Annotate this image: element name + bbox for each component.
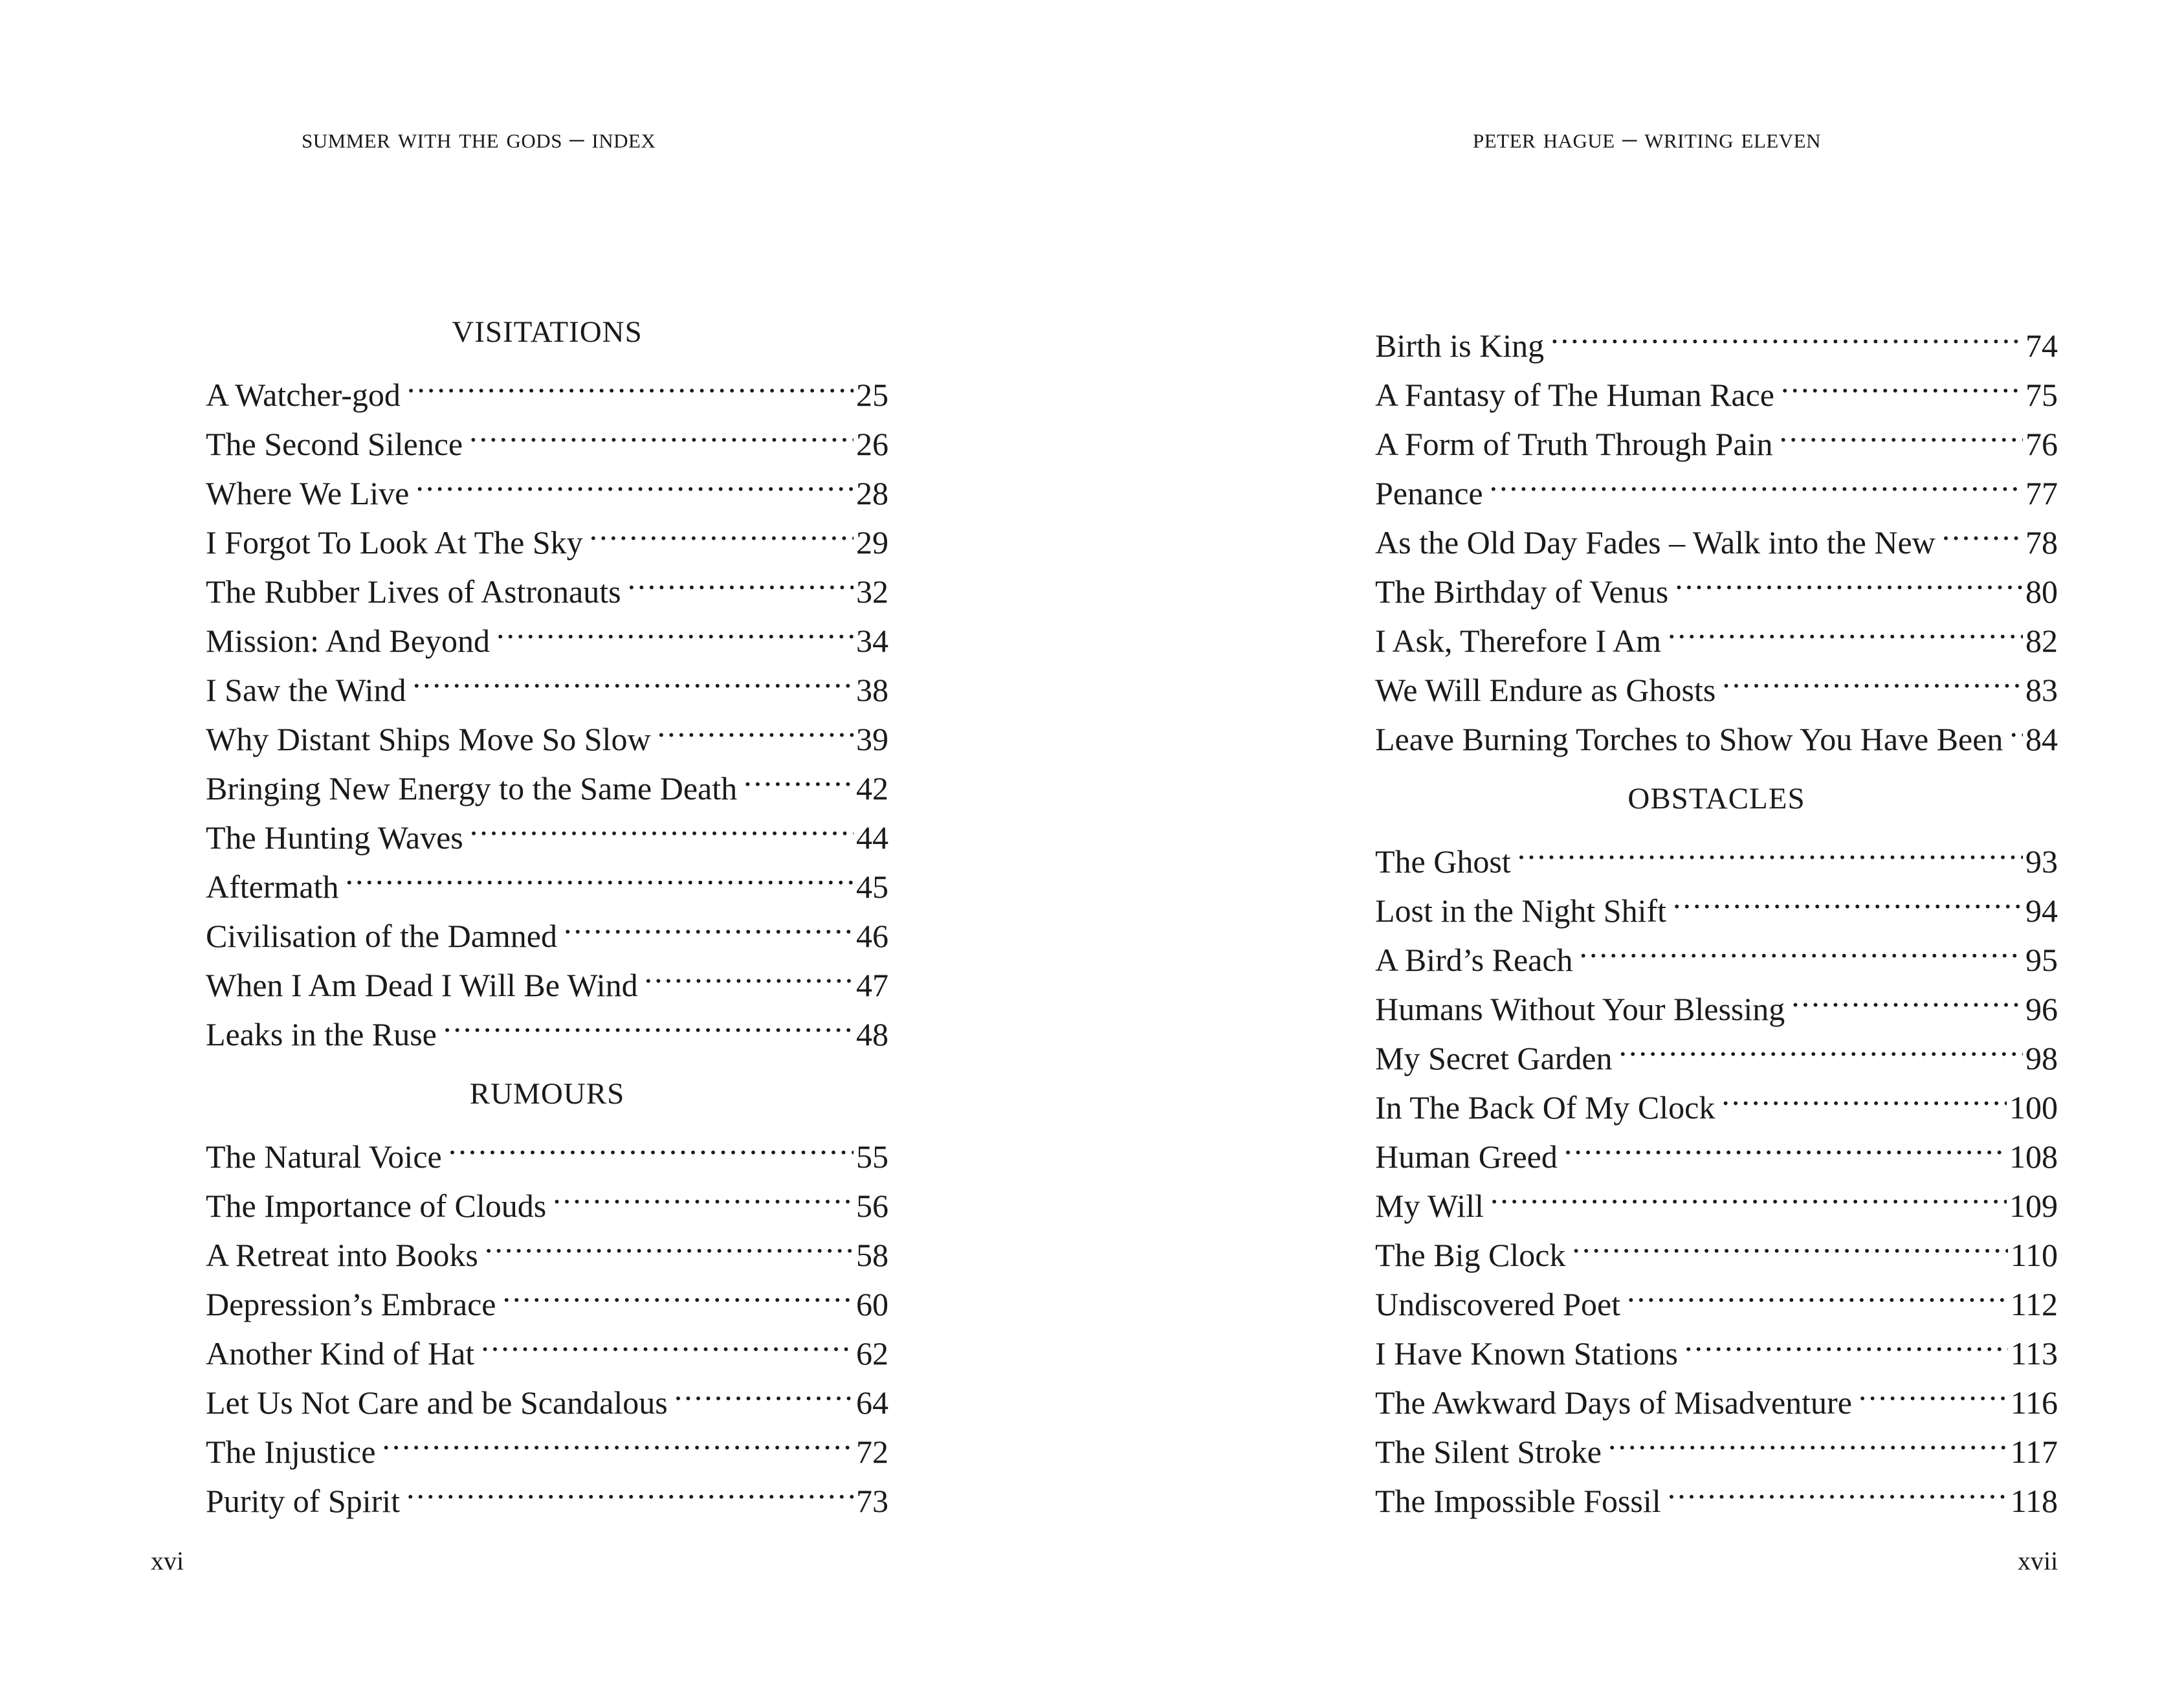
dot-leader bbox=[1668, 603, 2023, 652]
entry-page-number: 93 bbox=[2025, 843, 2058, 880]
entry-title: Birth is King bbox=[1375, 328, 1545, 364]
dot-leader bbox=[1721, 1069, 2007, 1118]
entry-title: Aftermath bbox=[206, 869, 339, 905]
entry-title: Undiscovered Poet bbox=[1375, 1286, 1621, 1322]
dot-leader bbox=[657, 701, 854, 750]
dot-leader bbox=[1942, 504, 2023, 553]
entry-page-number: 117 bbox=[2010, 1434, 2058, 1470]
dot-leader bbox=[481, 1315, 854, 1364]
entry-title: In The Back Of My Clock bbox=[1375, 1089, 1715, 1126]
entry-page-number: 82 bbox=[2025, 623, 2058, 659]
entry-page-number: 77 bbox=[2025, 475, 2058, 511]
dot-leader bbox=[1675, 553, 2023, 603]
dot-leader bbox=[1668, 1463, 2008, 1512]
entry-page-number: 45 bbox=[856, 869, 888, 905]
entry-title: Depression’s Embrace bbox=[206, 1286, 496, 1322]
dot-leader bbox=[496, 603, 854, 652]
toc-left bbox=[206, 307, 888, 1519]
entry-title: A Watcher-god bbox=[206, 377, 401, 413]
entry-page-number: 80 bbox=[2025, 573, 2058, 610]
entry-page-number: 118 bbox=[2010, 1483, 2058, 1519]
entry-page-number: 44 bbox=[856, 819, 888, 856]
running-head-left: summer with the gods – index bbox=[302, 122, 656, 154]
dot-leader bbox=[1490, 455, 2023, 504]
dot-leader bbox=[1490, 1168, 2007, 1217]
entry-page-number: 28 bbox=[856, 475, 888, 511]
entry-title: Why Distant Ships Move So Slow bbox=[206, 721, 651, 757]
dot-leader bbox=[590, 504, 854, 553]
folio-left: xvi bbox=[151, 1546, 184, 1575]
entry-title: Penance bbox=[1375, 475, 1483, 511]
entry-page-number: 48 bbox=[856, 1016, 888, 1052]
dot-leader bbox=[1684, 1315, 2008, 1364]
dot-leader bbox=[1791, 971, 2023, 1020]
entry-title: Leave Burning Torches to Show You Have Been bbox=[1375, 721, 2003, 757]
entry-page-number: 83 bbox=[2025, 672, 2058, 708]
entry-page-number: 78 bbox=[2025, 524, 2058, 561]
entry-page-number: 62 bbox=[856, 1335, 888, 1371]
entry-title: Mission: And Beyond bbox=[206, 623, 490, 659]
dot-leader bbox=[744, 750, 854, 799]
entry-title: The Hunting Waves bbox=[206, 819, 463, 856]
entry-page-number: 109 bbox=[2009, 1188, 2058, 1224]
entry-title: I Forgot To Look At The Sky bbox=[206, 524, 583, 561]
entry-title: Lost in the Night Shift bbox=[1375, 893, 1666, 929]
dot-leader bbox=[553, 1168, 854, 1217]
dot-leader bbox=[443, 996, 854, 1045]
right-page bbox=[1092, 0, 2184, 1699]
entry-title: We Will Endure as Ghosts bbox=[1375, 672, 1716, 708]
toc-right bbox=[1375, 307, 2058, 1519]
section-heading: RUMOURS bbox=[469, 1077, 625, 1111]
entry-title: I Have Known Stations bbox=[1375, 1335, 1678, 1371]
entry-page-number: 55 bbox=[856, 1138, 888, 1175]
dot-leader bbox=[382, 1414, 854, 1463]
toc-entry bbox=[1375, 823, 2058, 880]
entry-page-number: 110 bbox=[2010, 1237, 2058, 1273]
dot-leader bbox=[1619, 1020, 2023, 1069]
dot-leader bbox=[469, 406, 854, 455]
section-heading: OBSTACLES bbox=[1627, 782, 1805, 816]
entry-page-number: 74 bbox=[2025, 328, 2058, 364]
dot-leader bbox=[485, 1217, 854, 1266]
dot-leader bbox=[1564, 1118, 2007, 1168]
entry-title: Another Kind of Hat bbox=[206, 1335, 475, 1371]
section-heading: VISITATIONS bbox=[452, 315, 643, 349]
entry-title: As the Old Day Fades – Walk into the New bbox=[1375, 524, 1936, 561]
dot-leader bbox=[645, 947, 854, 996]
entry-title: I Ask, Therefore I Am bbox=[1375, 623, 1662, 659]
entry-title: The Impossible Fossil bbox=[1375, 1483, 1661, 1519]
dot-leader bbox=[1580, 922, 2023, 971]
entry-page-number: 60 bbox=[856, 1286, 888, 1322]
entry-page-number: 32 bbox=[856, 573, 888, 610]
toc-entry bbox=[206, 357, 888, 413]
running-head-right: peter hague – writing eleven bbox=[1473, 122, 1822, 154]
entry-page-number: 98 bbox=[2025, 1040, 2058, 1076]
entry-page-number: 64 bbox=[856, 1384, 888, 1421]
entry-page-number: 38 bbox=[856, 672, 888, 708]
dot-leader bbox=[2009, 701, 2023, 750]
entry-title: A Form of Truth Through Pain bbox=[1375, 426, 1773, 462]
dot-leader bbox=[1550, 307, 2023, 357]
entry-page-number: 56 bbox=[856, 1188, 888, 1224]
entry-title: A Bird’s Reach bbox=[1375, 942, 1573, 978]
entry-title: When I Am Dead I Will Be Wind bbox=[206, 967, 638, 1003]
entry-page-number: 26 bbox=[856, 426, 888, 462]
dot-leader bbox=[1627, 1266, 2008, 1315]
entry-page-number: 112 bbox=[2010, 1286, 2058, 1322]
dot-leader bbox=[628, 553, 854, 603]
entry-page-number: 39 bbox=[856, 721, 888, 757]
entry-page-number: 73 bbox=[856, 1483, 888, 1519]
entry-title: My Secret Garden bbox=[1375, 1040, 1613, 1076]
entry-page-number: 42 bbox=[856, 770, 888, 806]
entry-title: A Retreat into Books bbox=[206, 1237, 478, 1273]
entry-title: Humans Without Your Blessing bbox=[1375, 991, 1785, 1027]
dot-leader bbox=[1722, 652, 2023, 701]
toc-entry bbox=[206, 1118, 888, 1175]
entry-page-number: 100 bbox=[2009, 1089, 2058, 1126]
dot-leader bbox=[674, 1364, 854, 1414]
entry-page-number: 29 bbox=[856, 524, 888, 561]
entry-page-number: 95 bbox=[2025, 942, 2058, 978]
entry-page-number: 116 bbox=[2010, 1384, 2058, 1421]
dot-leader bbox=[1572, 1217, 2007, 1266]
entry-page-number: 47 bbox=[856, 967, 888, 1003]
entry-title: The Silent Stroke bbox=[1375, 1434, 1602, 1470]
dot-leader bbox=[415, 455, 854, 504]
entry-title: My Will bbox=[1375, 1188, 1484, 1224]
entry-page-number: 94 bbox=[2025, 893, 2058, 929]
entry-page-number: 25 bbox=[856, 377, 888, 413]
toc-entry bbox=[1375, 307, 2058, 364]
dot-leader bbox=[345, 849, 854, 898]
dot-leader bbox=[1779, 406, 2023, 455]
entry-title: Let Us Not Care and be Scandalous bbox=[206, 1384, 668, 1421]
entry-title: The Awkward Days of Misadventure bbox=[1375, 1384, 1852, 1421]
entry-title: Human Greed bbox=[1375, 1138, 1558, 1175]
dot-leader bbox=[407, 357, 854, 406]
entry-title: Civilisation of the Damned bbox=[206, 918, 557, 954]
entry-title: Bringing New Energy to the Same Death bbox=[206, 770, 738, 806]
dot-leader bbox=[470, 799, 854, 849]
entry-page-number: 76 bbox=[2025, 426, 2058, 462]
entry-title: The Importance of Clouds bbox=[206, 1188, 547, 1224]
dot-leader bbox=[564, 898, 854, 947]
dot-leader bbox=[406, 1463, 854, 1512]
dot-leader bbox=[1859, 1364, 2008, 1414]
entry-title: Leaks in the Ruse bbox=[206, 1016, 437, 1052]
dot-leader bbox=[1517, 823, 2023, 872]
entry-title: The Second Silence bbox=[206, 426, 463, 462]
entry-title: The Ghost bbox=[1375, 843, 1511, 880]
entry-title: The Rubber Lives of Astronauts bbox=[206, 573, 621, 610]
folio-right: xvii bbox=[2018, 1546, 2058, 1575]
entry-page-number: 84 bbox=[2025, 721, 2058, 757]
entry-page-number: 58 bbox=[856, 1237, 888, 1273]
dot-leader bbox=[413, 652, 854, 701]
dot-leader bbox=[448, 1118, 854, 1168]
entry-page-number: 46 bbox=[856, 918, 888, 954]
entry-page-number: 75 bbox=[2025, 377, 2058, 413]
entry-title: I Saw the Wind bbox=[206, 672, 406, 708]
entry-page-number: 108 bbox=[2009, 1138, 2058, 1175]
entry-title: Purity of Spirit bbox=[206, 1483, 401, 1519]
entry-page-number: 34 bbox=[856, 623, 888, 659]
entry-title: The Birthday of Venus bbox=[1375, 573, 1669, 610]
entry-title: The Natural Voice bbox=[206, 1138, 442, 1175]
dot-leader bbox=[1673, 872, 2023, 922]
entry-title: The Injustice bbox=[206, 1434, 376, 1470]
entry-page-number: 96 bbox=[2025, 991, 2058, 1027]
entry-title: The Big Clock bbox=[1375, 1237, 1566, 1273]
dot-leader bbox=[502, 1266, 854, 1315]
dot-leader bbox=[1608, 1414, 2008, 1463]
entry-title: Where We Live bbox=[206, 475, 410, 511]
dot-leader bbox=[1781, 357, 2023, 406]
entry-page-number: 72 bbox=[856, 1434, 888, 1470]
entry-title: A Fantasy of The Human Race bbox=[1375, 377, 1774, 413]
entry-page-number: 113 bbox=[2010, 1335, 2058, 1371]
